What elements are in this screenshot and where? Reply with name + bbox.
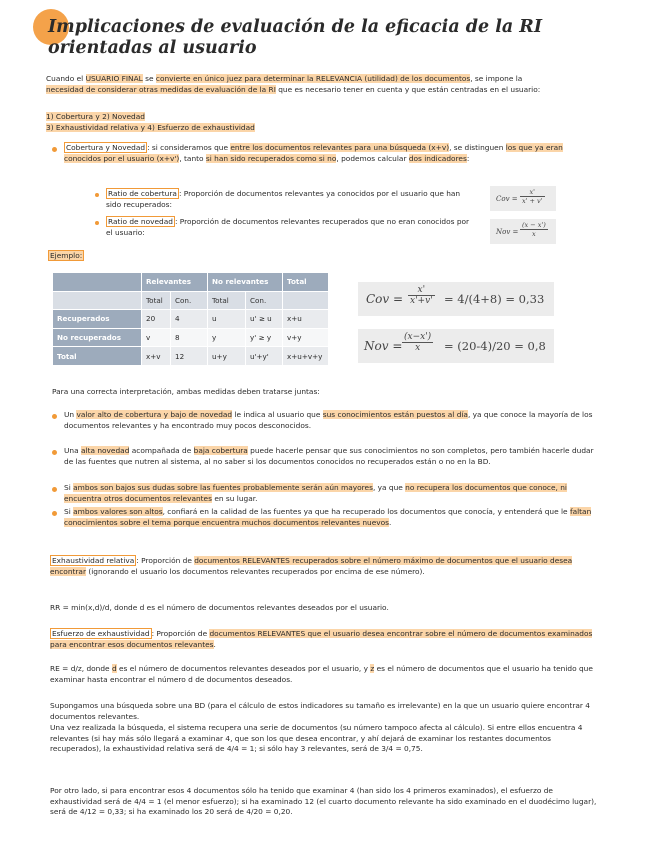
table-cell: y bbox=[208, 328, 246, 347]
novelty-ratio-item: Ratio de novedad : Proporción de documentos relevantes recuperados que no eran conocidos por el usuario: bbox=[106, 217, 470, 237]
table-cell: x+v bbox=[142, 347, 171, 366]
re-formula-text: RE = d/z, donde d es el número de documentos relevantes deseados por el usuario, y z es el número de documentos que el usuario ha tenido que examinar hasta encontrar el número d de documentos deseados. bbox=[50, 664, 593, 684]
row-label: Recuperados bbox=[53, 310, 142, 329]
example-coverage-formula: Cov = x' x'+v' = 4/(4+8) = 0,33 bbox=[358, 282, 554, 316]
interpretation-intro: Para una correcta interpretación, ambas medidas deben tratarse juntas: bbox=[52, 387, 320, 396]
table-cell: 20 bbox=[142, 310, 171, 329]
table-sub-header: Con. bbox=[171, 291, 208, 310]
table-corner bbox=[53, 273, 142, 292]
intro-list-1: 1) Cobertura y 2) Novedad bbox=[46, 112, 145, 121]
table-cell: v bbox=[142, 328, 171, 347]
sub-bullet-icon bbox=[95, 221, 99, 225]
bullet-icon bbox=[52, 487, 57, 492]
table-cell: y' ≥ y bbox=[246, 328, 283, 347]
closing-paragraph-3: Por otro lado, si para encontrar esos 4 documentos sólo ha tenido que examinar 4 (han sido los 4 primeros examinados), el esfuerzo de exhaustividad será de 4/4 = 1 (el menor esfuerzo); si ha examinado 12 (el cuarto documento relevante ha sido examinado en el duodécimo lugar), será de 4/12 = 0,33; si ha examinado los 20 será de 4/20 = 0,20. bbox=[50, 786, 597, 817]
intro-paragraph: Cuando el USUARIO FINAL se convierte en único juez para determinar la RELEVANCIA (utilidad) de los documentos, se impone la necesidad de considerar otras medidas de evaluación de la RI que es necesario tener en cuenta y que están centradas en el usuario: bbox=[46, 74, 541, 94]
table-row bbox=[53, 347, 329, 366]
bullet-icon bbox=[52, 511, 57, 516]
interpretation-item: Si ambos son bajos sus dudas sobre las fuentes probablemente serán aún mayores, ya que no recupera los documentos que conoce, ni encuentra otros documentos relevantes en su lugar. bbox=[64, 483, 567, 503]
table-cell: 4 bbox=[171, 310, 208, 329]
table-group-header: Total bbox=[283, 273, 329, 292]
table-cell: u bbox=[208, 310, 246, 329]
row-label: No recuperados bbox=[53, 328, 142, 347]
coverage-ratio-item: Ratio de cobertura : Proporción de documentos relevantes ya conocidos por el usuario que han sido recuperados: bbox=[106, 189, 461, 209]
relative-exhaustivity-paragraph: Exhaustividad relativa : Proporción de documentos RELEVANTES recuperados sobre el número máximo de documentos que el usuario desea encontrar (ignorando el usuario los documentos relevantes recuperados por encima de ese número). bbox=[50, 556, 573, 576]
table-group-header: Relevantes bbox=[142, 273, 208, 292]
table-sub-header: Con. bbox=[246, 291, 283, 310]
table-corner bbox=[53, 291, 142, 310]
interpretation-item: Si ambos valores son altos, confiará en la calidad de las fuentes ya que ha recuperado los documentos que conocía, y entenderá que le faltan conocimientos sobre el tema porque encuentra muchos documentos relevantes nuevos. bbox=[64, 507, 592, 527]
row-label: Total bbox=[53, 347, 142, 366]
closing-paragraph-2: Una vez realizada la búsqueda, el sistema recupera una serie de documentos (su número tampoco afecta al cálculo). Si entre ellos encuentra 4 relevantes (si hay más sólo llegará a examinar 4, que son los que desea encontrar, y ahí dejará de examinar los restantes documentos recuperados), la exhaustividad relativa será de 4/4 = 1; si sólo hay 3 relevantes, será de 3/4 = 0,75. bbox=[50, 723, 583, 754]
table-row bbox=[53, 328, 329, 347]
table-cell: x+u bbox=[283, 310, 329, 329]
table-cell: u'+y' bbox=[246, 347, 283, 366]
table-sub-header bbox=[283, 291, 329, 310]
table-sub-header: Total bbox=[208, 291, 246, 310]
table-cell: v+y bbox=[283, 328, 329, 347]
sub-bullet-icon bbox=[95, 193, 99, 197]
table-cell: 8 bbox=[171, 328, 208, 347]
bullet-icon bbox=[52, 414, 57, 419]
page-title: Implicaciones de evaluación de la eficacia de la RI orientadas al usuario bbox=[48, 17, 543, 58]
closing-paragraph-1: Supongamos una búsqueda sobre una BD (para el cálculo de estos indicadores su tamaño es irrelevante) en la que un usuario quiere encontrar 4 documentos relevantes. bbox=[50, 701, 590, 721]
interpretation-item: Un valor alto de cobertura y bajo de novedad le indica al usuario que sus conocimientos están puestos al día, ya que conoce la mayoría de los documentos relevantes y ha encontrado muy pocos desconocidos. bbox=[64, 410, 593, 430]
intro-list-2: 3) Exhaustividad relativa y 4) Esfuerzo de exhaustividad bbox=[46, 123, 255, 132]
novelty-formula: Nov = (x − x') x bbox=[490, 219, 556, 244]
example-novelty-formula: Nov = (x−x') x = (20-4)/20 = 0,8 bbox=[358, 329, 554, 363]
bullet-icon bbox=[52, 450, 57, 455]
bullet-icon bbox=[52, 147, 57, 152]
interpretation-item: Una alta novedad acompañada de baja cobertura puede hacerle pensar que sus conocimientos no son completos, pero también hacerle dudar de las fuentes que nutren al sistema, al no saber si los documentos conocidos no recuperados están o no en la BD. bbox=[64, 446, 594, 466]
table-sub-header: Total bbox=[142, 291, 171, 310]
table-group-header: No relevantes bbox=[208, 273, 283, 292]
rr-formula-text: RR = min(x,d)/d, donde d es el número de documentos relevantes deseados por el usuario. bbox=[50, 603, 389, 612]
relevance-table bbox=[52, 272, 329, 366]
table-row bbox=[53, 310, 329, 329]
coverage-formula: Cov = x' x' + v' bbox=[490, 186, 556, 211]
exhaustivity-effort-paragraph: Esfuerzo de exhaustividad : Proporción de documentos RELEVANTES que el usuario desea encontrar sobre el número de documentos examinados para encontrar esos documentos relevantes. bbox=[50, 629, 593, 649]
table-cell: u' ≥ u bbox=[246, 310, 283, 329]
table-cell: x+u+v+y bbox=[283, 347, 329, 366]
example-label: Ejemplo: bbox=[50, 251, 83, 260]
table-cell: u+y bbox=[208, 347, 246, 366]
table-cell: 12 bbox=[171, 347, 208, 366]
coverage-novelty-paragraph: Cobertura y Novedad : si consideramos que entre los documentos relevantes para una búsqueda (x+v), se distinguen los que ya eran conocidos por el usuario (x+v'), tanto si han sido recuperados como si no, podemos calcular dos indicadores: bbox=[64, 143, 563, 163]
